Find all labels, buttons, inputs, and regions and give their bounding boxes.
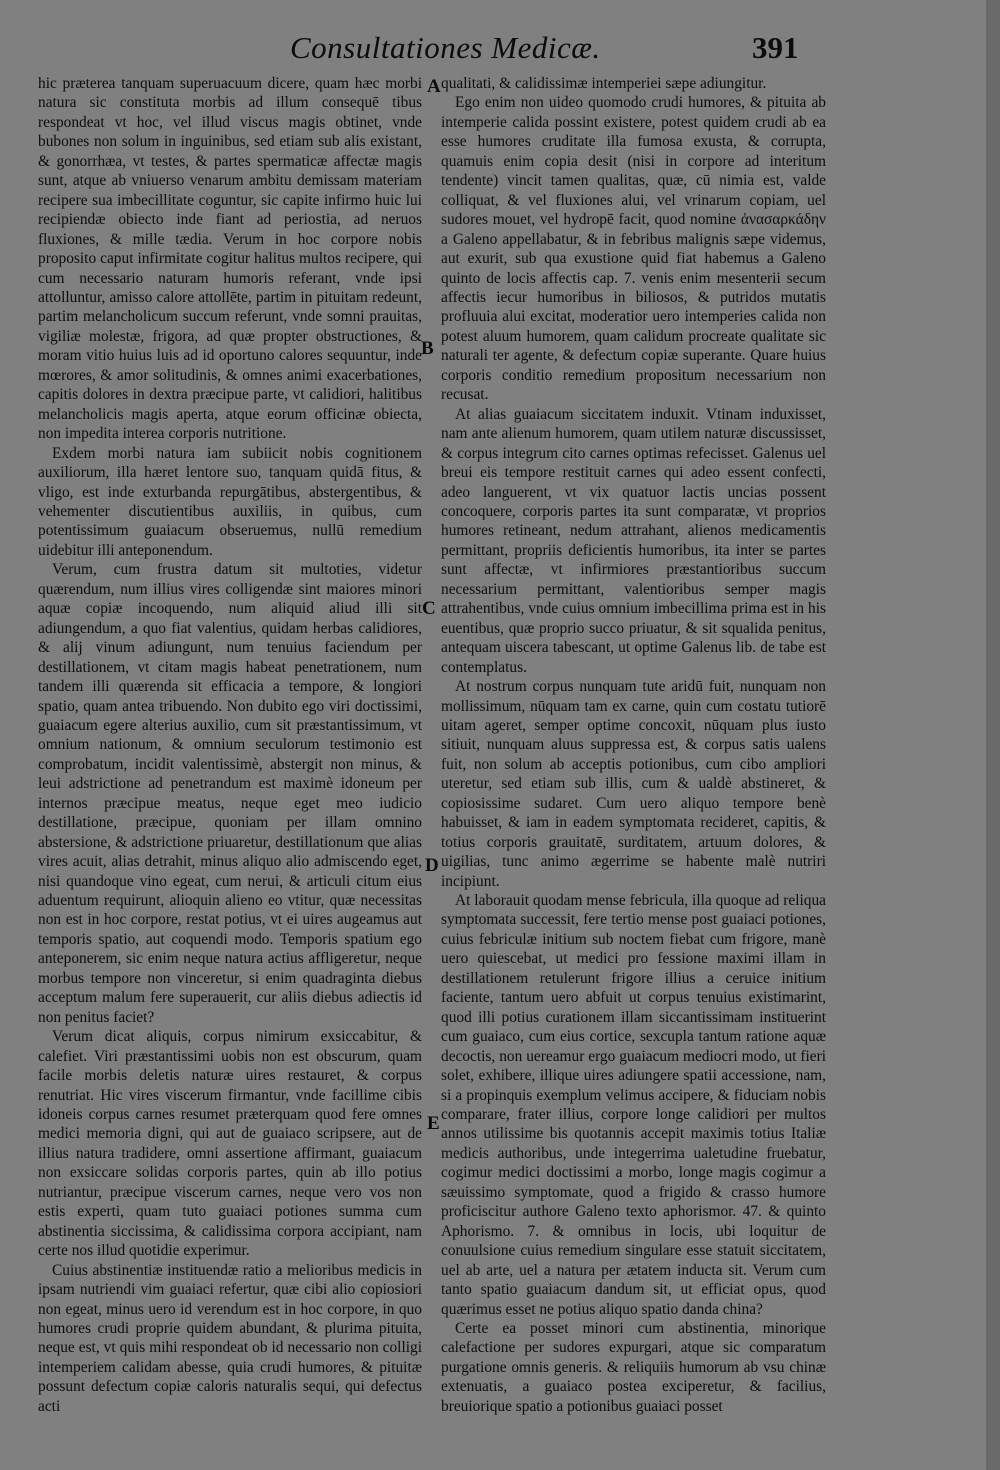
right-paragraph-4: At nostrum corpus nunquam tute aridū fuit, nunquam non mollissimum, nūquam tam ex carne, quin cum costatu tutiorē uitam ageret, semper optime concoxit, nūquam plus iusto sitiuit, nunquam aluus suppressa est, & corpus satis ualens fuit, non solum ab acceptis potionibus, cum cibo ampliori uteretur, sed etiam sub illis, cum & ualdè abstineret, & copiosissime sudaret. Cum uero aliquo tempore benè habuisset, & iam in eadem symptomata recideret, capitis, & totius corporis grauitatē, surditatem, artuum dolores, & uigilias, tunc animo ægerrime se habente malè nutriri incipiunt. [441,678,826,890]
running-head [0,22,1000,72]
page-edge-shadow [986,0,1000,1470]
margin-letter-e: E [427,1113,440,1134]
left-paragraph-3: Verum, cum frustra datum sit multoties, videtur quærendum, num illius vires colligendæ sint maiores minori aquæ copiæ incoquendo, num aliquid aliud illi sit adiungendum, a quo fiat valentius, quidam herbas calidiores, & alij vinum adiungunt, num tenuius faciendum per destillationem, vt citam magis habeat penetrationem, num tandem illi quærenda sit efficacia a tempore, & longiori spatio, quam antea tribuendo. Non dubito ego viri doctissimi, guaiacum egere alterius auxilio, cum sit præstantissimum, vt omnium nationum, & omnium seculorum testimonio est comprobatum, incidit valentissimè, abstergit non minus, & leui adstrictione ad penetrandum est maximè idoneum per internos præcipue meatus, neque eget meo iudicio destillatione, præcipue, quoniam per illam omnino abstersione, & adstrictione priuaretur, destillationum que alias vires acuit, alias detrahit, minus aliquo alio admiscendo eget, nisi quandoque vino egeat, cum nerui, & articuli citum eius aduentum requirunt, alioquin alieno eo vtitur, quæ necessitas non est in hoc corpore, restat potius, vt ei uires augeamus aut temporis spatio, aut coquendi modo. Temporis spatium ego anteponerem, sic enim neque natura actius affligeretur, neque morbus tempore non vinceretur, si enim quadraginta diebus acceptum malum fere superauerit, cur aliis diebus adiectis id non penitus faciet? [38,561,422,1026]
right-paragraph-3: At alias guaiacum siccitatem induxit. Vtinam induxisset, nam ante alienum humorem, quam utilem naturæ discussisset, & corpus integrum cito carnes optimas refecisset. Galenus uel breui eis tempore restituit carnes qui adeo essent confecti, adeo languerent, vt vix quatuor lactis uncias possent concoquere, corporis partes ita sunt comparatæ, vt proprios humores retineant, nedum attrahant, alienos medicamentis permittant, propriis deficientis humoribus, ita inter se partes sunt affectæ, vt infirmiores præstantioribus succum necessarium permittant, valentioribus semper magis attrahentibus, vnde cuius omnium imbecillima prima est in his euentibus, quæ proprio succo priuatur, & sit squalida penitus, antequam uiscera tabescant, ut optime Galenus lib. de tabe est contemplatus. [441,405,826,676]
left-paragraph-1: hic præterea tanquam superuacuum dicere, quam hæc morbi natura sic constituta morbis ad illum consequē tibus respondeat vt hoc, vel illud viscus magis obtinet, vnde bubones non solum in inguinibus, sed etiam sub alis existant, & gonorrhæa, vt testes, & partes spermaticæ affectæ magis sunt, atque ab vniuerso venarum ambitu demissam materiam recipere sua imbecillitate coguntur, sic capite infirmo huic lui recipiendæ obiecto inde fiant ad periostia, ad neruos fluxiones, & mille tædia. Verum in hoc corpore nobis proposito caput infirmitate cogitur halitus multos recipere, qui cum necessario naturam humoris referant, vnde ipsi attolluntur, amisso calore attollēte, partim in pituitam redeunt, partim melancholicum succum referunt, vnde somni prauitas, vigiliæ molestæ, frigora, ad quæ propter obstructiones, & moram vitio huius luis ad id oportuno calores sequuntur, inde mœrores, & amor solitudinis, & omnes animi exacerbationes, capitis dolores in dextra præcipue parte, vt calidiori, halitibus melancholicis magis aperta, atque eorum officinæ obiecta, non impedita interea corporis nutritione. [38,75,422,443]
margin-letter-d: D [425,855,439,876]
right-column [441,74,826,1416]
page-title: Consultationes Medicæ. [290,30,601,65]
left-column [38,74,422,1416]
left-paragraph-2: Exdem morbi natura iam subiicit nobis cognitionem auxiliorum, illa hæret lentore suo, tanquam quidā fitus, & vligo, est inde exturbanda repurgātibus, abstergentibus, & vehementer discutientibus auxiliis, in quibus, cum potentissimum guaiacum obseruemus, nullū remedium uidebitur illi anteponendum. [38,444,422,559]
page-number: 391 [752,30,799,65]
left-paragraph-5: Cuius abstinentiæ instituendæ ratio a melioribus medicis in ipsam nutriendi vim guaiaci refertur, quæ cibi alio copiosiori non egeat, minus uero id verendum est in hoc corpore, in quo humores crudi proprie quidem abundant, & plurima pituita, neque est, vt quis mihi respondeat ob id necessario non colligi intemperiem calidam abesse, quia crudi humores, & pituitæ possunt defectum copiæ caloris naturalis sequi, qui defectus acti [38,1261,422,1415]
right-paragraph-2: Ego enim non uideo quomodo crudi humores, & pituita ab intemperie calida possint existere, potest quidem crudi ab ea esse humores cruditate illa fumosa exusta, & corrupta, quamuis enim copia desit (nisi in corpore ad interitum tendente) vincit tamen qualitas, quæ, cū nimia est, valde colliquat, & vel fluxiones alui, vel vrinarum copiam, uel sudores mouet, vel hydropē facit, quod nomine ἀνασαρκάδην a Galeno appellabatur, & in febribus malignis sæpe videmus, aut exurit, sub qua exustione quid fiat habemus a Galeno quinto de locis affectis cap. 7. venis enim mesenterii secum affectis iecur humoribus in biliosos, & putridos mutatis profluuia alui excitat, moderatior uero intemperies calida non potest aluum humorem, quam calidum procreate qualitate sic naturali ter agente, & defectum copiæ superante. Quare huius corporis conditio remedium propositum necessarium non recusat. [441,94,826,404]
right-paragraph-1: qualitati, & calidissimæ intemperiei sæpe adiungitur. [441,75,767,92]
right-paragraph-5: At laborauit quodam mense febricula, illa quoque ad reliqua symptomata successit, fere tertio mense post guaiaci potiones, cuius febriculæ initium sub noctem fiebat cum frigore, manè uero quiescebat, ut medici pro fessione maximi illam in destillationem retulerunt frigore illius a ceruice initium faciente, tantum uero abfuit ut corpus tenuius existimarint, quod illi potius curationem illam siccantissimam instituerint cum guaiaco, cum eius cortice, sexcupla tantum ratione aquæ decoctis, non uereamur ergo guaiacum mediocri modo, ut fieri solet, exhibere, illique uires adiungere spatii accessione, nam, si a propinquis exemplum velimus accipere, & fiduciam nobis comparare, frater illius, corpore longe calidiori per multos annos utilissime bis quotannis accepit maximis totius Italiæ medicis authoribus, unde integerrima ualetudine fruebatur, cogimur medici doctissimi a morbo, longe magis cogimur a sæuissimo symptomate, quod a frigido & crasso humore proficiscitur authore Galeno texto aphorismor. 47. & quinto Aphorismo. 7. & omnibus in locis, ubi loquitur de conuulsione cuius remedium singulare esse statuit siccitatem, uel ab arte, uel a natura per ætatem inducta sit. Verum cum tanto spatio guaiacum dandum sit, ut efficiat opus, quod quærimus esset ne potius aliquo spatio danda china? [441,892,826,1318]
right-paragraph-6: Certe ea posset minori cum abstinentia, minorique calefactione per sudores expurgari, atque sic comparatum purgatione omnis generis. & reliquiis humorum ab vsu chinæ extenuatis, a guaiaco postea exciperetur, & facilius, breuiorique spatio a potionibus guaiaci posset [441,1320,826,1415]
margin-letter-a: A [427,76,441,97]
margin-letter-b: B [421,338,434,359]
margin-letter-c: C [422,598,436,619]
left-paragraph-4: Verum dicat aliquis, corpus nimirum exsiccabitur, & calefiet. Viri præstantissimi uobis non est obscurum, quam facile morbis deletis naturæ uires restauret, & corpus renutriat. Hic vires viscerum firmantur, vnde facillime cibis idoneis corpus carnes resumet præterquam quod fere omnes medici memoria digni, qui aut de guaiaco scripsere, aut de illius natura tradidere, omni assertione affirmant, guaiacum non exsiccare solidas corporis partes, quin ab illo potius nutriantur, præcipue viscerum carnes, neque vero vos non estis experti, quam tuto guaiaci potiones summa cum abstinentia siccissima, & calidissima corpora accipiant, nam certe nos illud quotidie experimur. [38,1028,422,1260]
